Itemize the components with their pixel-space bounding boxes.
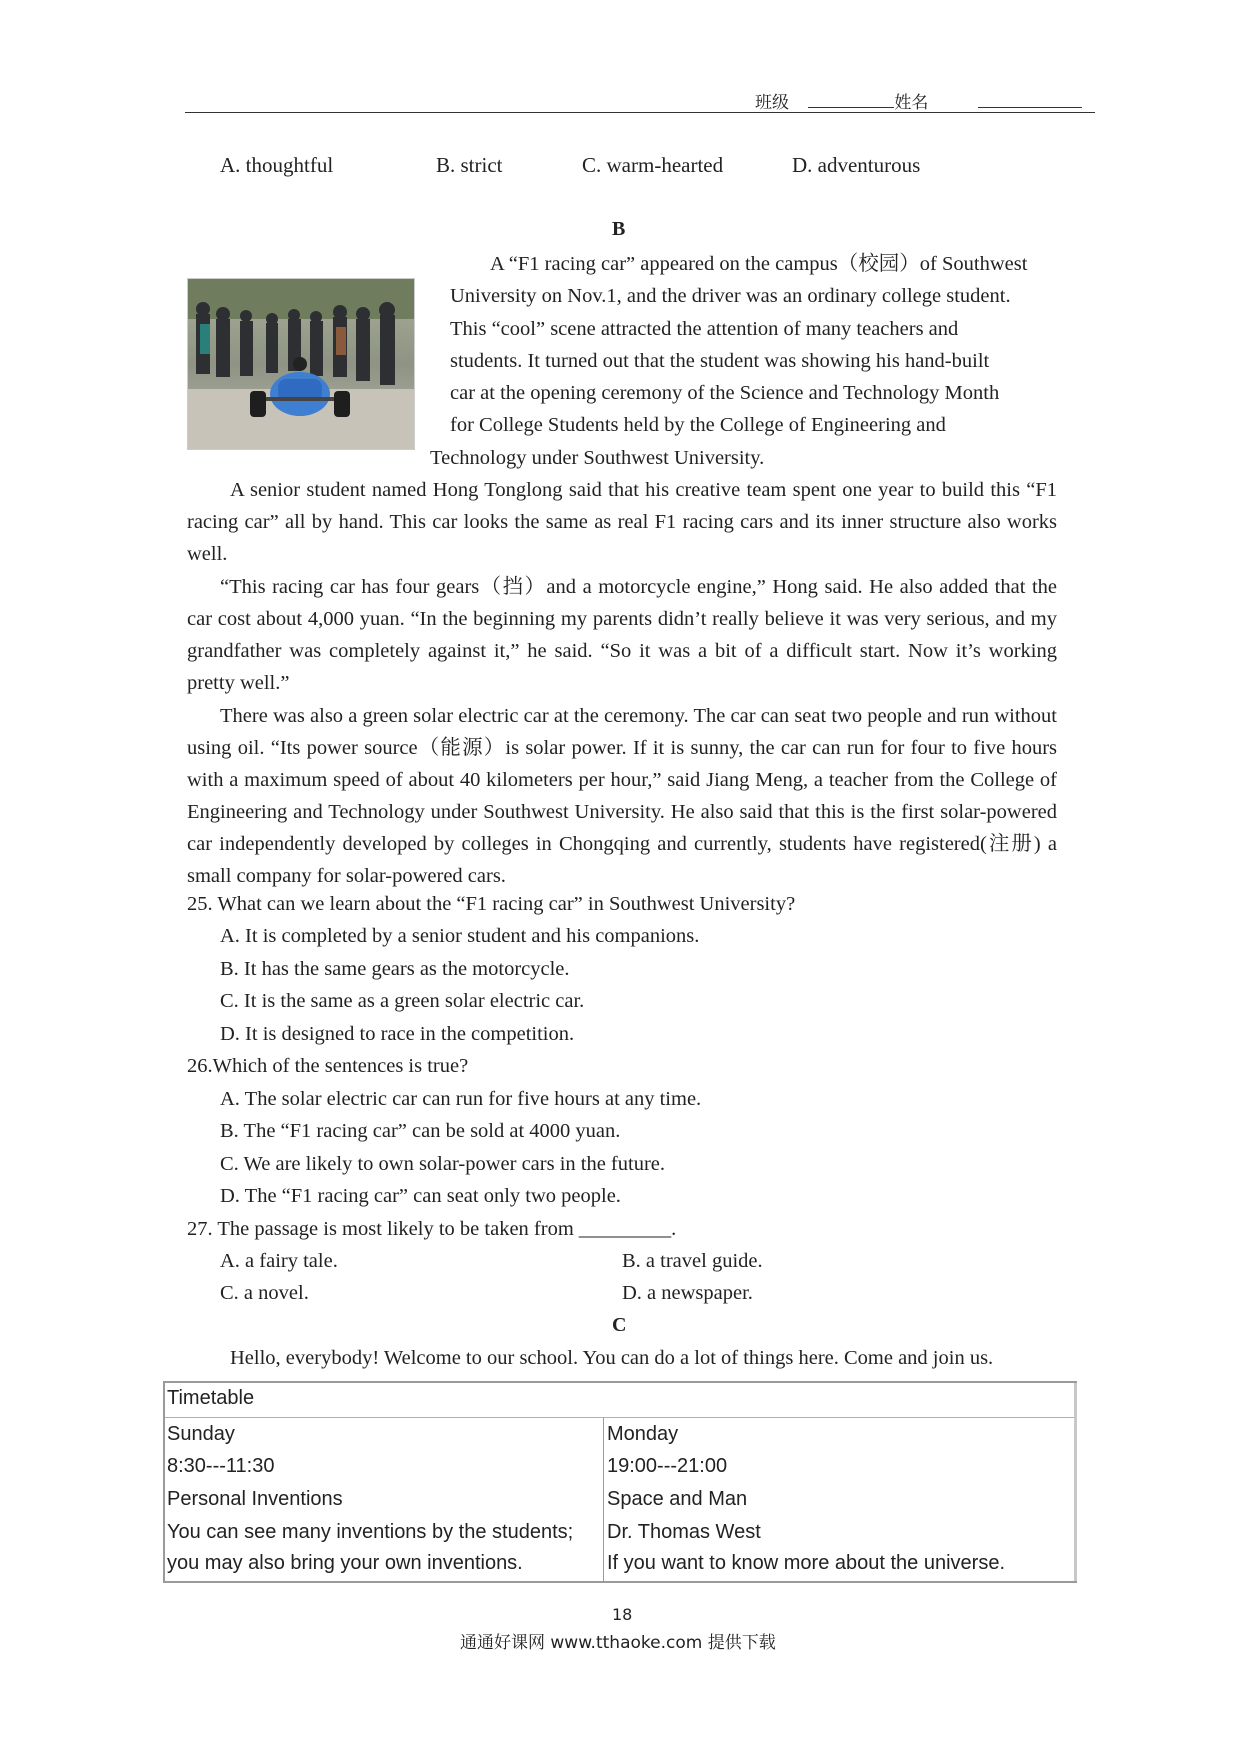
section-c-heading: C (612, 1314, 627, 1336)
question-26-option-c: C. We are likely to own solar-power cars in the future. (220, 1153, 666, 1175)
class-blank (808, 93, 894, 108)
timetable-header-divider (165, 1417, 1075, 1418)
monday-event: Space and Man (607, 1488, 748, 1510)
intro-line-3: This “cool” scene attracted the attention of many teachers and (450, 317, 959, 340)
question-27-option-c: C. a novel. (220, 1282, 309, 1304)
timetable (163, 1381, 1077, 1583)
question-26-option-b: B. The “F1 racing car” can be sold at 4000 yuan. (220, 1120, 621, 1142)
racing-car-photo (187, 278, 415, 450)
monday-desc: If you want to know more about the universe. (607, 1552, 1005, 1574)
question-26-option-d: D. The “F1 racing car” can seat only two people. (220, 1185, 621, 1207)
prev-option-c: C. warm-hearted (582, 153, 724, 177)
question-25-option-b: B. It has the same gears as the motorcycle. (220, 958, 570, 980)
timetable-column-divider (603, 1418, 604, 1581)
sunday-desc-1: You can see many inventions by the students; (167, 1521, 574, 1543)
question-25-stem: 25. What can we learn about the “F1 racing car” in Southwest University? (187, 893, 796, 915)
intro-line-5: car at the opening ceremony of the Science and Technology Month (450, 382, 1000, 405)
racing-car-photo-illustration (188, 279, 414, 449)
page-number: 18 (612, 1605, 633, 1624)
name-label: 姓名 (894, 93, 929, 113)
question-27-option-b: B. a travel guide. (622, 1250, 763, 1272)
question-27-option-a: A. a fairy tale. (220, 1250, 338, 1272)
intro-line-7: Technology under Southwest University. (430, 446, 765, 469)
header-rule (185, 112, 1095, 113)
sunday-event: Personal Inventions (167, 1488, 343, 1510)
intro-line-2: University on Nov.1, and the driver was an ordinary college student. (450, 285, 1011, 308)
sunday-day: Sunday (167, 1423, 235, 1445)
timetable-right-shadow (1074, 1383, 1077, 1581)
question-27-stem: 27. The passage is most likely to be taken from _________. (187, 1218, 677, 1240)
sunday-time: 8:30---11:30 (167, 1455, 275, 1477)
question-25-option-a: A. It is completed by a senior student and his companions. (220, 925, 700, 947)
question-27-option-d: D. a newspaper. (622, 1282, 753, 1304)
prev-option-a: A. thoughtful (220, 153, 334, 177)
question-25-option-c: C. It is the same as a green solar electric car. (220, 990, 585, 1012)
monday-day: Monday (607, 1423, 679, 1445)
paragraph-2: “This racing car has four gears（挡）and a motorcycle engine,” Hong said. He also added that the car cost about 4,000 yuan. “In the beginning my parents didn’t really believe it was very serious, and my grandfather was completely against it,” he said. “So it was a bit of a difficult start. Now it’s working pretty well.” (187, 576, 1057, 694)
footer-source: 通通好课网 www.tthaoke.com 提供下载 (460, 1633, 776, 1653)
monday-time: 19:00---21:00 (607, 1455, 728, 1477)
paragraph-1: A senior student named Hong Tonglong said that his creative team spent one year to build this “F1 racing car” all by hand. This car looks the same as real F1 racing cars and its inner structure also works well. (187, 479, 1057, 565)
section-b-heading: B (612, 218, 626, 240)
monday-speaker: Dr. Thomas West (607, 1521, 761, 1543)
class-name-header (755, 88, 1082, 113)
paragraph-3: There was also a green solar electric car at the ceremony. The car can seat two people and run without using oil. “Its power source（能源）is solar power. If it is sunny, the car can run for four to five hours with a maximum speed of about 40 kilometers per hour,” said Jiang Meng, a teacher from the College of Engineering and Technology under Southwest University. He also said that this is the first solar-powered car independently developed by colleges in Chongqing and currently, students have registered(注册) a small company for solar-powered cars. (187, 705, 1057, 887)
section-b-intro (430, 248, 1057, 474)
intro-line-4: students. It turned out that the student was showing his hand-built (450, 349, 990, 372)
prev-option-b: B. strict (436, 153, 503, 177)
sunday-desc-2: you may also bring your own inventions. (167, 1552, 523, 1574)
question-26-stem: 26.Which of the sentences is true? (187, 1055, 469, 1077)
timetable-title: Timetable (167, 1387, 255, 1409)
intro-line-6: for College Students held by the College of Engineering and (450, 414, 946, 437)
class-label: 班级 (755, 93, 789, 113)
question-25-option-d: D. It is designed to race in the competition. (220, 1023, 575, 1045)
prev-option-d: D. adventurous (792, 153, 921, 177)
intro-line-1: A “F1 racing car” appeared on the campus（校园）of Southwest (490, 253, 1028, 275)
section-c-intro: Hello, everybody! Welcome to our school. You can do a lot of things here. Come and join us. (230, 1347, 994, 1369)
question-26-option-a: A. The solar electric car can run for five hours at any time. (220, 1088, 702, 1110)
name-blank (978, 93, 1082, 108)
